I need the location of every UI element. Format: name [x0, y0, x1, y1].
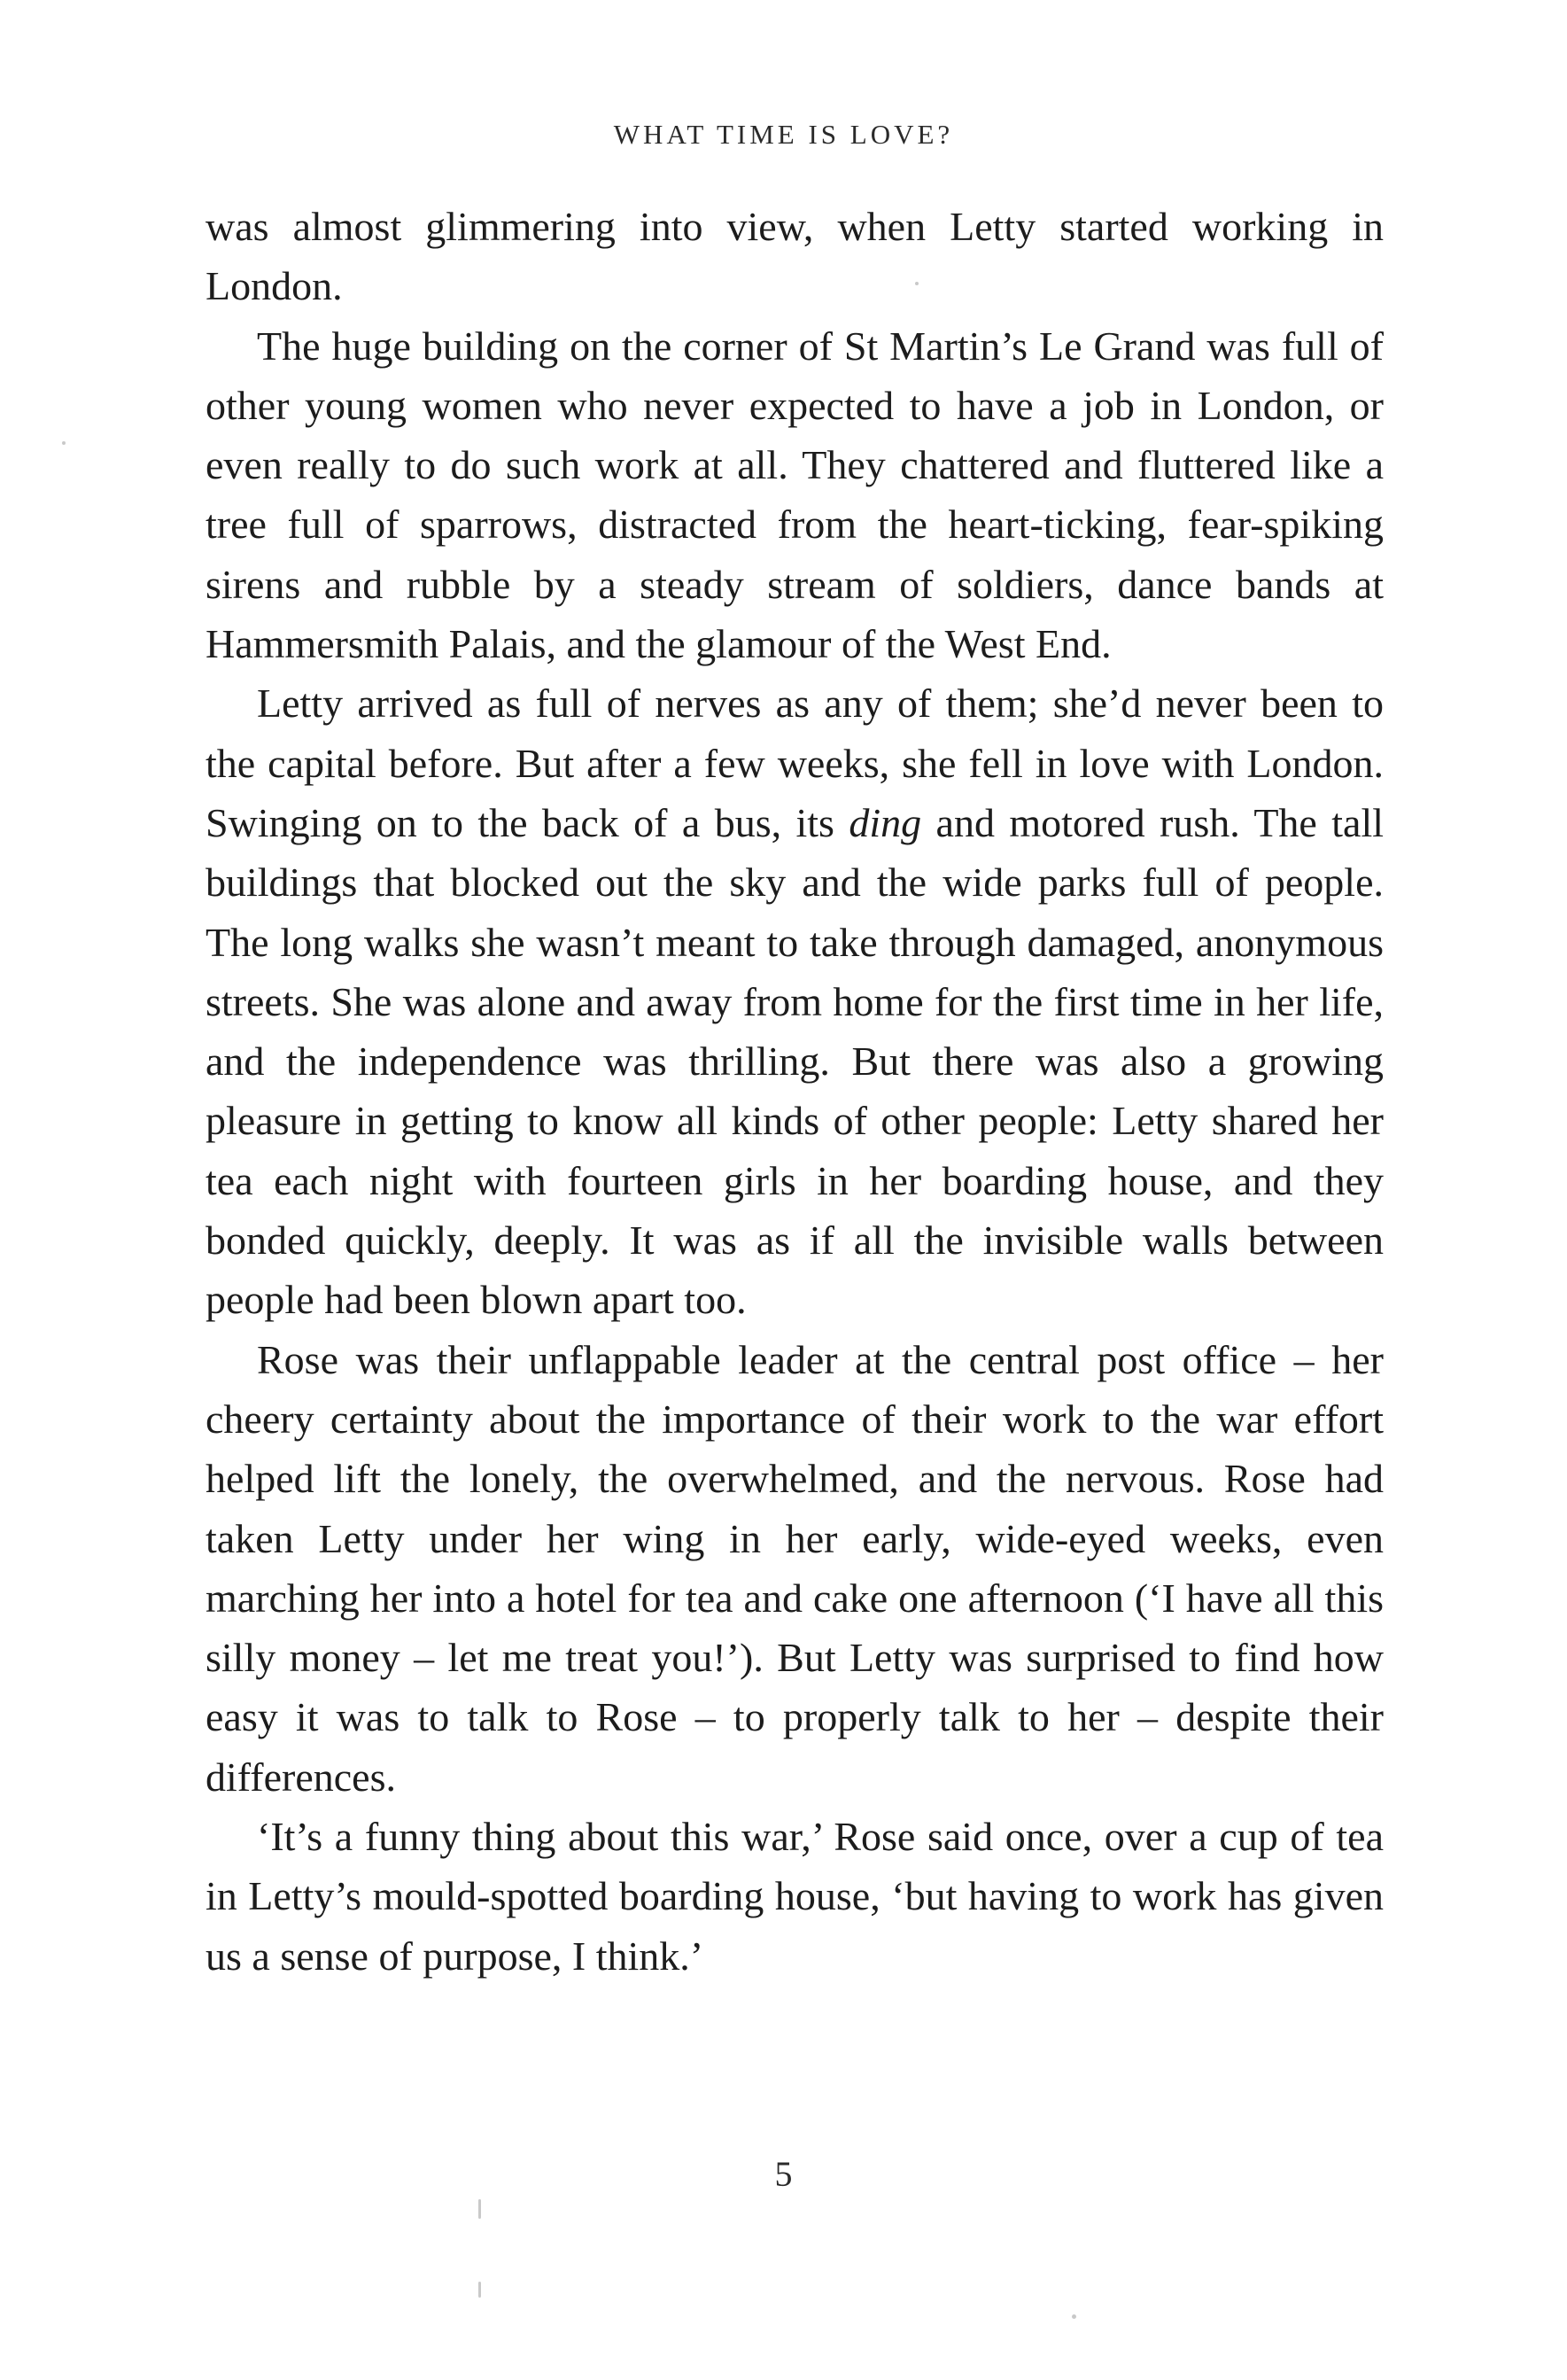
page-number: 5: [774, 2154, 793, 2194]
paragraph: [206, 1807, 1384, 1986]
scan-speck: [1072, 2314, 1076, 2319]
paragraph-text: was almost glimmering into view, when Letty started working in London.: [206, 204, 1384, 309]
running-head: WHAT TIME IS LOVE?: [613, 119, 954, 150]
paragraph-text: and motored rush. The tall buildings that blocked out the sky and the wide parks full of people. The long walks she wasn’t meant to take through damaged, anonymous streets. She was alone and away from home for the first time in her life, and the independence was thrilling. But there was also a growing pleasure in getting to know all kinds of other people: Letty shared her tea each night with fourteen girls in her boarding house, and they bonded quickly, deeply. It was as if all the invisible walls between people had been blown apart too.: [206, 799, 1385, 1323]
italic-text: ding: [849, 799, 922, 845]
paragraph-text: Rose was their unflappable leader at the central post office – her cheery certainty about the importance of their work to the war effort helped lift the lonely, the overwhelmed, and the nervous. Rose had taken Letty under her wing in her early, wide-eyed weeks, even marching her into a hotel for tea and cake one afternoon (‘I have all this silly money – let me treat you!’). But Letty was surprised to find how easy it was to talk to Rose – to properly talk to her – despite their differences.: [206, 1336, 1384, 1800]
paragraph: [206, 316, 1384, 674]
scan-speck: [62, 441, 66, 445]
body-text: [206, 197, 1384, 1986]
scan-speck: [915, 282, 919, 285]
scan-speck: [478, 2199, 481, 2219]
paragraph: [206, 673, 1384, 1329]
paragraph-text: Letty arrived as full of nerves as any of them; she’d never been to the capital before. But after a few weeks, she fell in love with London. Swinging on to the back of a bus, its: [206, 681, 1384, 845]
scan-speck: [478, 2282, 481, 2298]
paragraph: [206, 197, 1384, 316]
paragraph-text: ‘It’s a funny thing about this war,’ Rose said once, over a cup of tea in Letty’s mould-spotted boarding house, ‘but having to work has given us a sense of purpose, I think.’: [206, 1814, 1384, 1979]
paragraph: [206, 1330, 1384, 1807]
paragraph-text: The huge building on the corner of St Martin’s Le Grand was full of other young women who never expected to have a job in London, or even really to do such work at all. They chattered and fluttered like a tree full of sparrows, distracted from the heart-ticking, fear-spiking sirens and rubble by a steady stream of soldiers, dance bands at Hammersmith Palais, and the glamour of the West End.: [206, 323, 1384, 667]
